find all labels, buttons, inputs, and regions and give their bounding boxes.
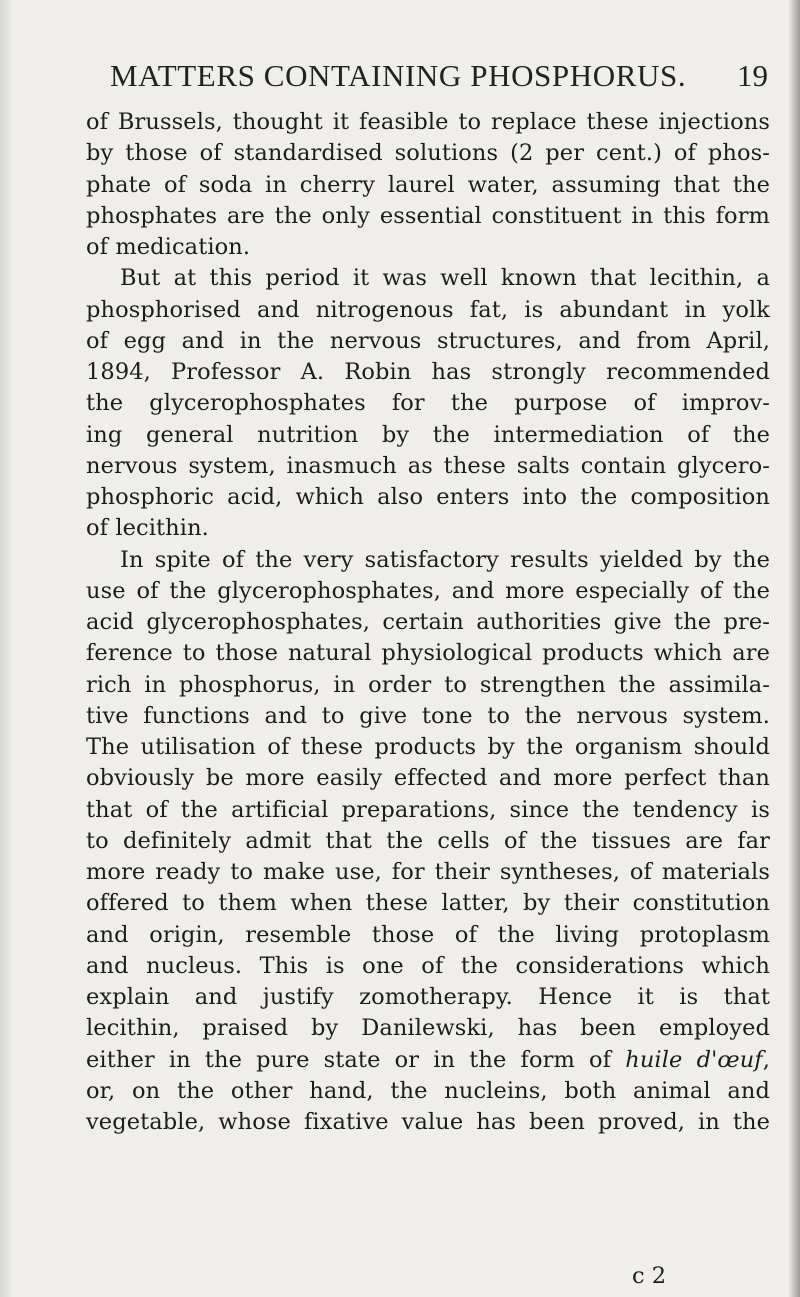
text-line: ference to those natural physiological products which are [86, 640, 770, 667]
text-line: lecithin, praised by Danilewski, has been employed [86, 1015, 770, 1042]
italic-phrase: huile d'œuf [625, 1046, 763, 1073]
text-line: 1894, Professor A. Robin has strongly recommended [86, 359, 770, 385]
text-line: offered to them when these latter, by their constitution [86, 890, 770, 917]
text-line: more ready to make use, for their syntheses, of materials [86, 859, 770, 885]
text-line: of Brussels, thought it feasible to replace these injections [86, 109, 770, 135]
text-line: obviously be more easily effected and more perfect than [86, 765, 770, 792]
text-line: that of the artificial preparations, since the tendency is [86, 796, 770, 823]
text-line: acid glycerophosphates, certain authorities give the pre- [86, 609, 770, 635]
text-line: ing general nutrition by the intermediation of the [86, 421, 770, 448]
text-line: phosphates are the only essential constituent in this form [86, 202, 770, 229]
text-line: vegetable, whose fixative value has been proved, in the [86, 1109, 770, 1135]
text-line: nervous system, inasmuch as these salts contain glycero- [86, 452, 770, 479]
text-line: of egg and in the nervous structures, and from April, [86, 327, 770, 354]
text-line: But at this period it was well known that lecithin, a [120, 265, 770, 292]
text-line: of lecithin. [86, 515, 209, 542]
text-line: The utilisation of these products by the organism should [86, 734, 770, 760]
page-gutter-shadow [0, 0, 14, 1297]
text-line: rich in phosphorus, in order to strengthen the assimila- [86, 671, 770, 698]
text-line: and nucleus. This is one of the considerations which [86, 952, 770, 979]
text-line: use of the glycerophosphates, and more especially of the [86, 577, 770, 604]
text-line: or, on the other hand, the nucleins, both animal and [86, 1077, 770, 1104]
text-line: by those of standardised solutions (2 per cent.) of phos- [86, 140, 770, 167]
text-line: In spite of the very satisfactory results yielded by the [120, 546, 770, 573]
running-title: MATTERS CONTAINING PHOSPHORUS. [110, 58, 687, 93]
page-number: 19 [737, 58, 768, 93]
text-line: phosphorised and nitrogenous fat, is abundant in yolk [86, 296, 770, 323]
text-line: the glycerophosphates for the purpose of improv- [86, 390, 770, 417]
text-line: and origin, resemble those of the living protoplasm [86, 921, 770, 948]
text-line: phate of soda in cherry laurel water, assuming that the [86, 171, 770, 198]
signature-mark: c 2 [632, 1263, 667, 1289]
text-line: of medication. [86, 234, 251, 260]
text-line: phosphoric acid, which also enters into the composition [86, 484, 770, 510]
text-line: tive functions and to give tone to the nervous system. [86, 702, 770, 729]
text-line: to definitely admit that the cells of the tissues are far [86, 827, 770, 854]
body-text [86, 107, 770, 1138]
page-edge-shadow [788, 0, 800, 1297]
text-line: explain and justify zomotherapy. Hence it is that [86, 984, 770, 1010]
running-head [90, 58, 770, 102]
text-line: either in the pure state or in the form of huile d'œuf, [86, 1046, 770, 1073]
